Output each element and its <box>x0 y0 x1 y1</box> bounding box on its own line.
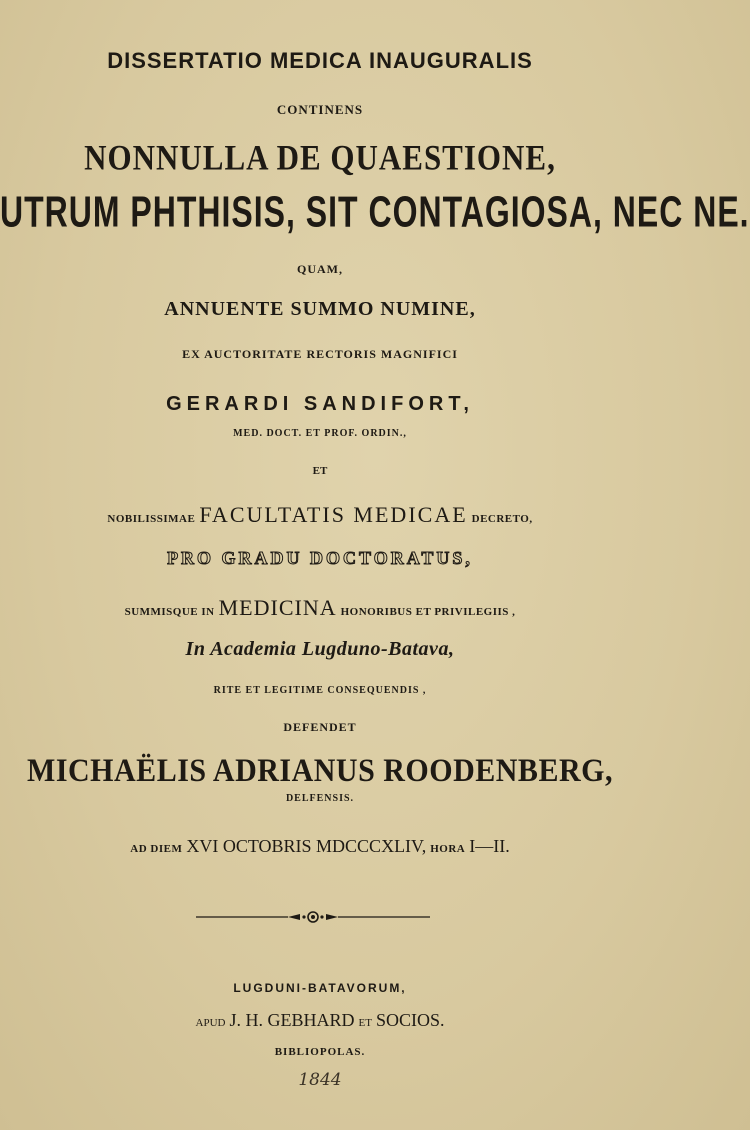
gradus-line: PRO GRADU DOCTORATUS, <box>167 548 473 568</box>
facultas-prefix: NOBILISSIMAE <box>107 513 196 525</box>
place-line: LUGDUNI-BATAVORUM, <box>233 981 407 995</box>
socios-word: SOCIOS. <box>375 1010 445 1030</box>
et-line: ET <box>312 465 328 477</box>
annuente-line: ANNUENTE SUMMO NUMINE, <box>164 298 476 320</box>
et-word: ET <box>358 1017 372 1029</box>
quam-line: QUAM, <box>297 262 343 276</box>
publisher-name: J. H. GEBHARD <box>229 1010 355 1030</box>
dissertation-heading: DISSERTATIO MEDICA INAUGURALIS <box>107 48 533 73</box>
medicina-suffix: HONORIBUS ET PRIVILEGIIS , <box>340 606 516 618</box>
date-prefix: AD DIEM <box>130 843 183 855</box>
apud-word: APUD <box>195 1017 226 1029</box>
handwritten-year: 1844 <box>298 1070 342 1090</box>
date-value: XVI OCTOBRIS MDCCCXLIV, <box>186 836 427 856</box>
topic-line-2: UTRUM PHTHISIS, SIT CONTAGIOSA, NEC NE. <box>0 187 750 237</box>
author-origin: DELFENSIS. <box>285 793 355 804</box>
facultas-suffix: DECRETO, <box>471 513 533 525</box>
author-name: MICHAËLIS ADRIANUS ROODENBERG, <box>27 752 613 789</box>
topic-line-1: NONNULLA DE QUAESTIONE, <box>84 137 556 178</box>
continens-line: CONTINENS <box>276 102 364 117</box>
medicina-word: MEDICINA <box>218 595 337 620</box>
rector-title: MED. DOCT. ET PROF. ORDIN., <box>233 428 407 439</box>
hora-label: HORA <box>430 843 466 855</box>
auctoritate-line: EX AUCTORITATE RECTORIS MAGNIFICI <box>182 347 458 361</box>
publisher-line <box>0 1010 640 1031</box>
rector-name: GERARDI SANDIFORT, <box>166 393 474 415</box>
medicina-prefix: SUMMISQUE IN <box>124 606 215 618</box>
rite-line: RITE ET LEGITIME CONSEQUENDIS , <box>213 685 427 696</box>
bibliopolas-line: BIBLIOPOLAS. <box>274 1046 366 1058</box>
academia-line: In Academia Lugduno-Batava, <box>185 638 455 660</box>
medicina-line <box>0 595 640 621</box>
defendet-line: DEFENDET <box>283 720 357 734</box>
hora-value: I—II. <box>469 836 510 856</box>
facultas-name: FACULTATIS MEDICAE <box>199 502 468 527</box>
date-line <box>0 836 640 857</box>
facultas-line <box>0 502 640 528</box>
ornament-divider <box>196 905 430 929</box>
